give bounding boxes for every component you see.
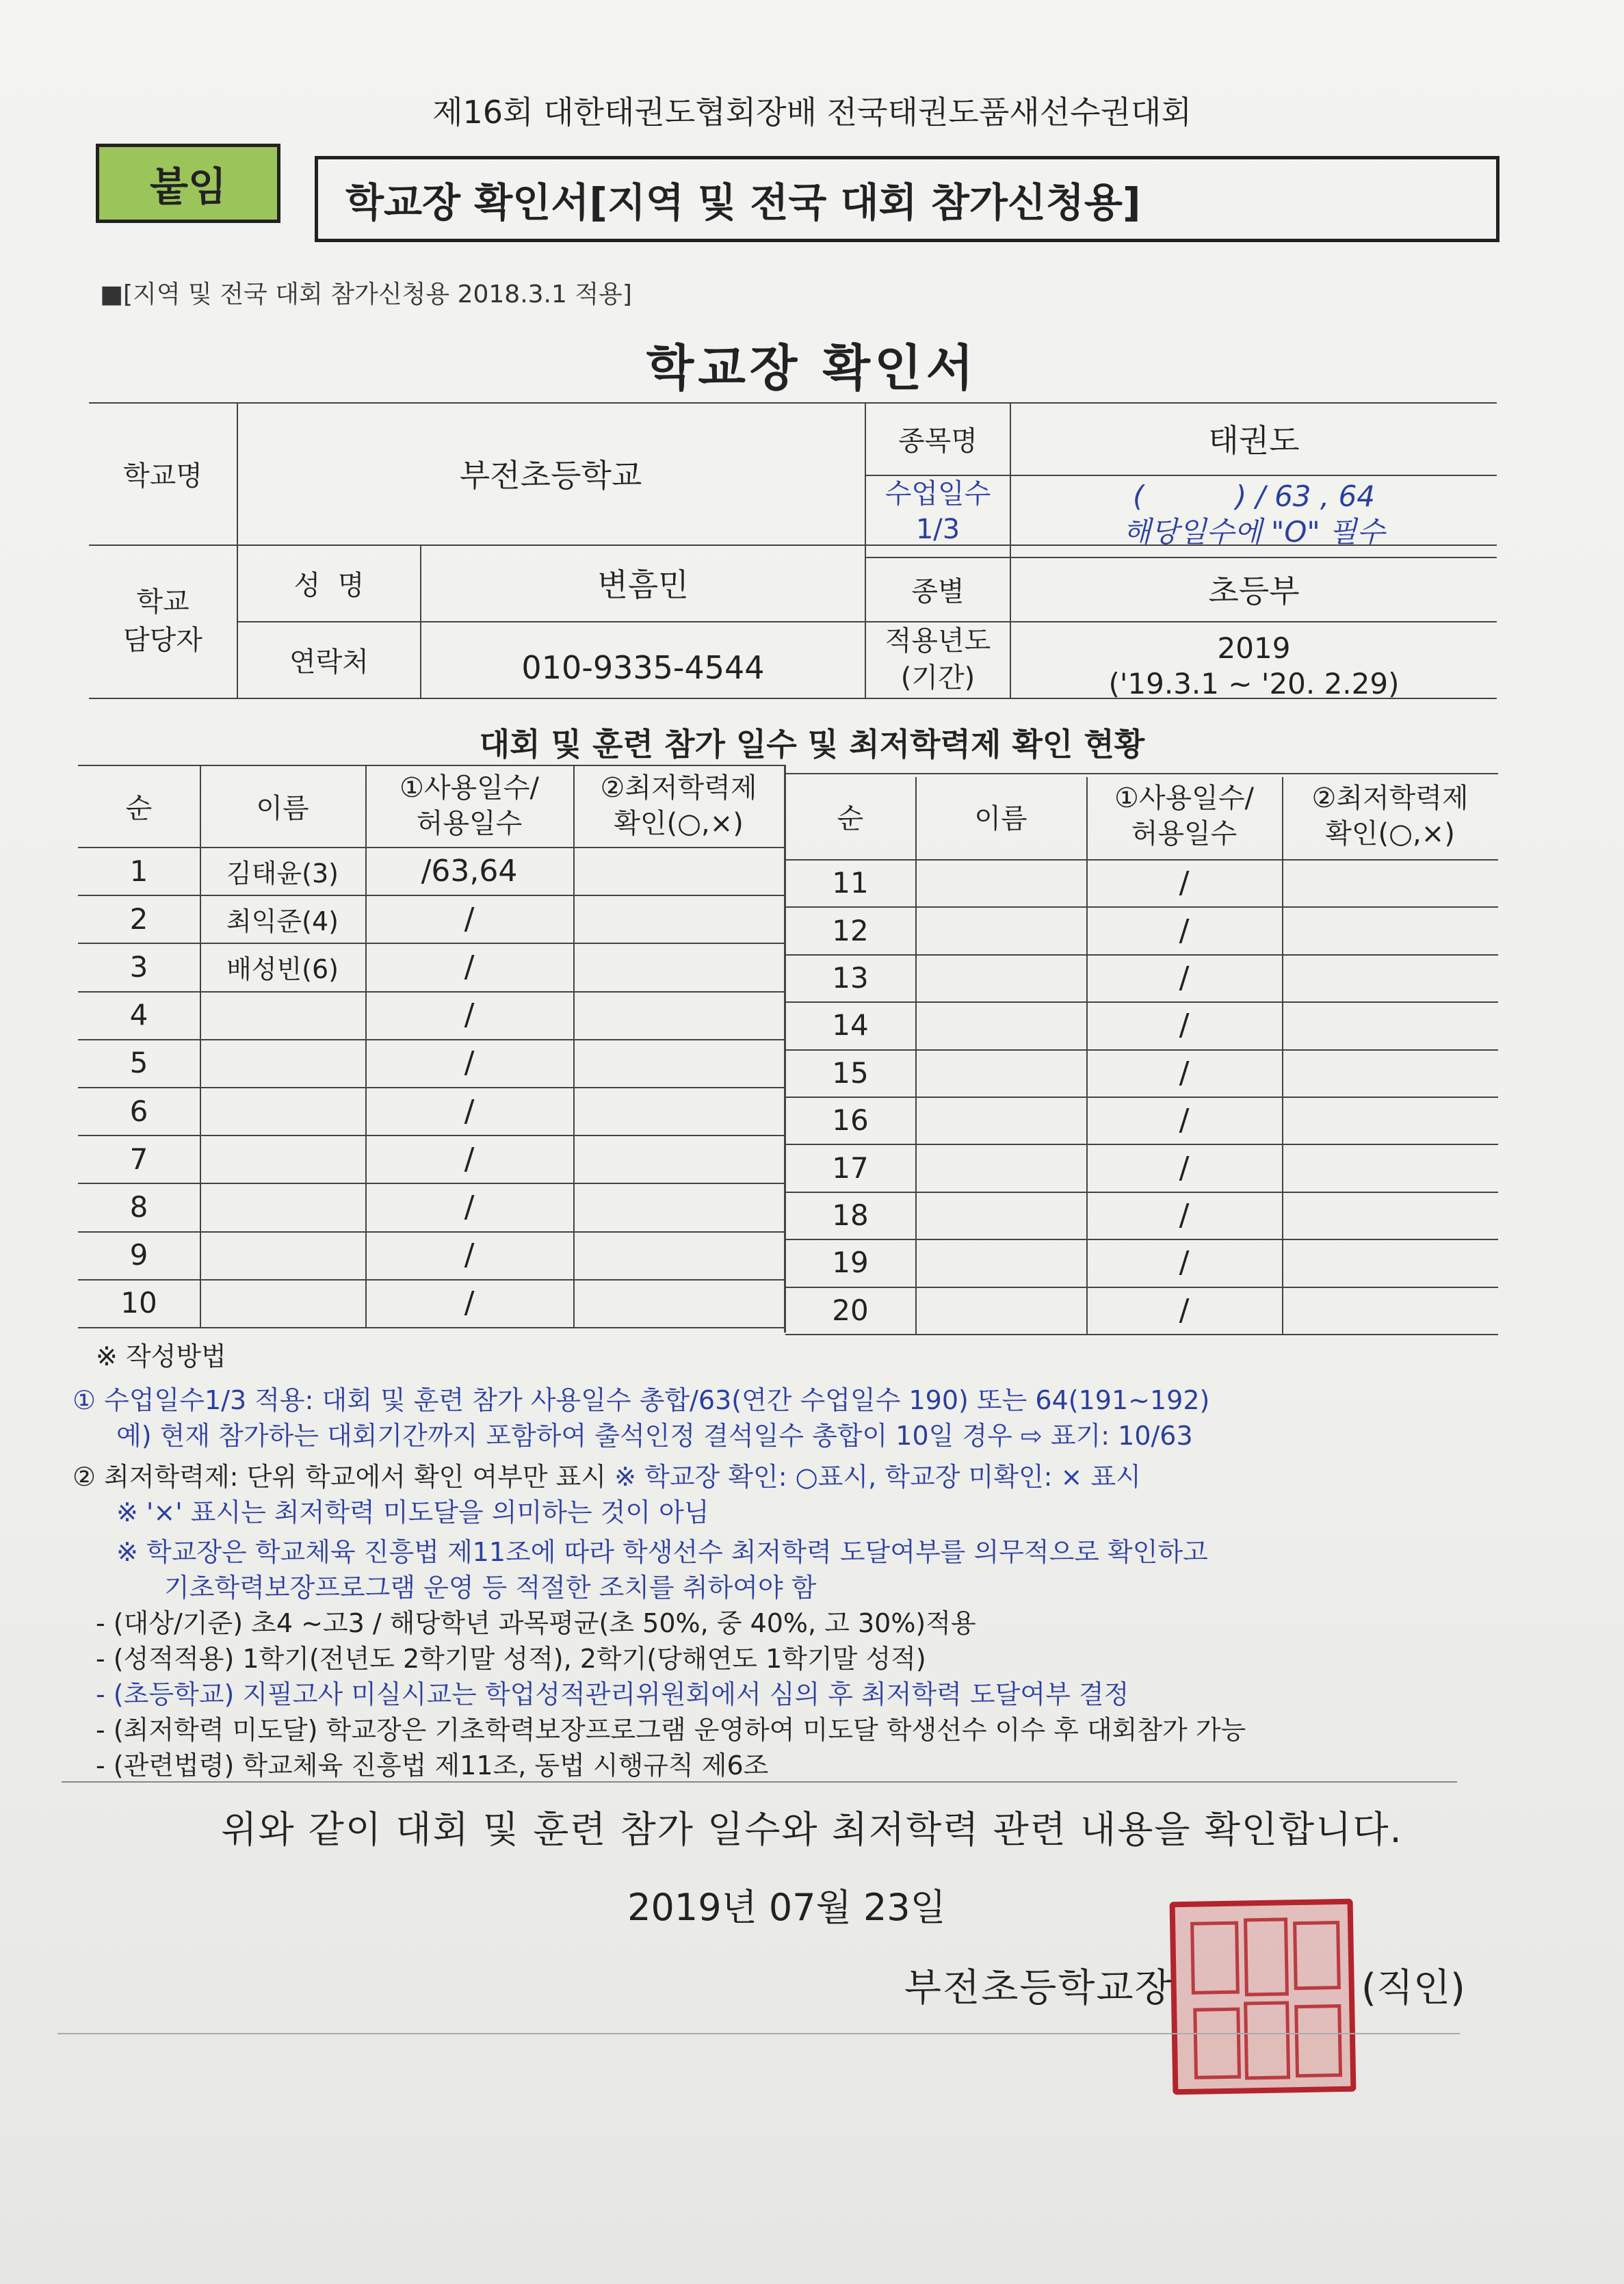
header-name-right: 이름 — [974, 802, 1027, 835]
category-value: 초등부 — [1208, 573, 1300, 609]
table-row-divider — [785, 1334, 1498, 1335]
row-name: 배성빈(6) — [226, 954, 339, 984]
manager-label: 학교 담당자 — [123, 586, 202, 656]
row-name — [915, 1144, 1086, 1191]
category-label: 종별 — [911, 575, 965, 607]
competition-title: 제16회 대한태권도협회장배 전국태권도품새선수권대회 — [432, 94, 1192, 131]
row-days: / — [1179, 1197, 1190, 1233]
row-days: / — [464, 1093, 475, 1129]
row-academic-check — [1282, 906, 1498, 954]
confirmation-statement: 위와 같이 대회 및 훈련 참가 일수와 최저학력 관련 내용을 확인합니다. — [221, 1808, 1403, 1851]
class-days-note: 해당일수에 "O" 필수 — [1123, 515, 1385, 549]
year-value-block — [1011, 631, 1497, 702]
sport-value: 태권도 — [1208, 422, 1300, 459]
row-number: 10 — [120, 1286, 157, 1320]
instruction-item1-line2: 예) 현재 참가하는 대회기간까지 포함하여 출석인정 결석일수 총합이 10일 경우 ⇨ 표기: 10/63 — [116, 1421, 1193, 1451]
year-label: 적용년도 (기간) — [885, 625, 991, 694]
row-days: / — [1179, 865, 1190, 901]
row-number: 7 — [129, 1142, 148, 1176]
row-days: / — [1179, 960, 1190, 995]
row-number: 15 — [832, 1055, 869, 1090]
year-period: ('19.3.1 ~ '20. 2.29) — [1108, 667, 1400, 700]
instruction-item2-marking: ※ 학교장 확인: ○표시, 학교장 미확인: × 표시 — [614, 1462, 1141, 1492]
instruction-dash5: - (관련법령) 학교체육 진흥법 제11조, 동법 시행규칙 제6조 — [96, 1750, 769, 1781]
row-number: 20 — [832, 1293, 869, 1327]
row-academic-check — [1282, 954, 1498, 1001]
row-number: 3 — [129, 949, 148, 984]
row-number: 18 — [832, 1198, 869, 1232]
row-number: 2 — [129, 902, 148, 936]
official-seal — [1170, 1899, 1357, 2095]
instruction-item2-text: ② 최저학력제: 단위 학교에서 확인 여부만 표시 — [73, 1462, 615, 1492]
class-days-value-block — [1011, 479, 1497, 550]
instruction-dash3: - (초등학교) 지필고사 미실시교는 학업성적관리위원회에서 심의 후 최저학력 도달여부 결정 — [96, 1679, 1129, 1709]
row-number: 1 — [129, 854, 148, 888]
school-label: 학교명 — [123, 460, 202, 492]
header-days-left: ①사용일수/ 허용일수 — [400, 772, 539, 839]
instructions-heading: ※ 작성방법 — [96, 1341, 226, 1371]
row-name: 김태윤(3) — [226, 858, 339, 889]
row-academic-check — [573, 895, 784, 943]
row-academic-check — [1282, 1192, 1498, 1239]
instruction-note2-line1: ※ 학교장은 학교체육 진흥법 제11조에 따라 학생선수 최저학력 도달여부를 의무적으로 확인하고 — [116, 1537, 1208, 1567]
name-value: 변흠민 — [597, 566, 689, 603]
row-academic-check — [573, 991, 784, 1039]
row-days: / — [464, 949, 475, 984]
form-box-title: 학교장 확인서[지역 및 전국 대회 참가신청용] — [315, 156, 1499, 242]
row-days: / — [464, 997, 475, 1033]
instruction-dash2: - (성적적용) 1학기(전년도 2학기말 성적), 2학기(당해연도 1학기말 성적) — [96, 1644, 926, 1674]
row-name — [915, 1049, 1086, 1097]
row-name — [915, 906, 1086, 954]
row-academic-check — [1282, 1239, 1498, 1286]
row-days: / — [1179, 1292, 1190, 1328]
row-number: 19 — [832, 1246, 869, 1280]
row-name — [200, 1231, 365, 1279]
row-name — [200, 1135, 365, 1183]
row-number: 14 — [832, 1008, 869, 1042]
row-name — [915, 1239, 1086, 1286]
row-number: 12 — [832, 913, 869, 947]
row-academic-check — [1282, 859, 1498, 906]
row-number: 4 — [129, 998, 148, 1032]
row-days: / — [1179, 1055, 1190, 1090]
row-days: / — [464, 1189, 475, 1224]
class-days-label — [866, 476, 1010, 547]
row-academic-check — [573, 1039, 784, 1087]
row-academic-check — [1282, 1287, 1498, 1334]
row-number: 11 — [832, 866, 869, 900]
row-number: 8 — [129, 1190, 148, 1224]
row-academic-check — [573, 1231, 784, 1279]
row-days: / — [1179, 1103, 1190, 1138]
row-days: /63,64 — [421, 853, 518, 889]
seal-mark: (직인) — [1361, 1966, 1465, 2010]
table-row-divider — [78, 1327, 784, 1328]
row-name — [915, 954, 1086, 1001]
class-days-label-line1: 수업일수 — [885, 478, 991, 510]
main-title: 학교장 확인서 — [646, 339, 978, 397]
row-academic-check — [573, 1135, 784, 1183]
row-academic-check — [1282, 1049, 1498, 1097]
row-name — [200, 1039, 365, 1087]
class-days-value: ( ) / 63 , 64 — [1132, 480, 1376, 513]
row-days: / — [464, 1141, 475, 1177]
row-academic-check — [573, 943, 784, 990]
row-number: 13 — [832, 960, 869, 995]
row-name — [200, 1279, 365, 1327]
instruction-item1-line1: ① 수업일수1/3 적용: 대회 및 훈련 참가 사용일수 총합/63(연간 수업일수 190) 또는 64(191~192) — [73, 1385, 1210, 1415]
row-name — [915, 1192, 1086, 1239]
row-days: / — [1179, 1008, 1190, 1043]
row-days: / — [1179, 1150, 1190, 1185]
row-days: / — [464, 1045, 475, 1081]
instruction-note1: ※ '×' 표시는 최저학력 미도달을 의미하는 것이 아님 — [116, 1497, 709, 1527]
signer-name: 부전초등학교장 — [904, 1966, 1173, 2010]
section-title: 대회 및 훈련 참가 일수 및 최저학력제 확인 현황 — [479, 726, 1145, 763]
contact-label: 연락처 — [289, 646, 369, 678]
row-days: / — [1179, 1245, 1190, 1281]
contact-value: 010-9335-4544 — [521, 649, 765, 686]
row-name — [915, 1287, 1086, 1334]
row-days: / — [464, 1285, 475, 1321]
row-number: 6 — [129, 1094, 148, 1128]
form-note: ■[지역 및 전국 대회 참가신청용 2018.3.1 적용] — [100, 280, 632, 309]
instruction-dash1: - (대상/기준) 초4 ~고3 / 해당학년 과목평균(초 50%, 중 40%, 고 30%)적용 — [96, 1608, 976, 1638]
row-academic-check — [1282, 1001, 1498, 1049]
row-name — [200, 991, 365, 1039]
row-name — [915, 1001, 1086, 1049]
row-name — [915, 1097, 1086, 1144]
row-days: / — [464, 1237, 475, 1273]
row-days: / — [1179, 913, 1190, 948]
confirmation-date: 2019년 07월 23일 — [627, 1886, 946, 1929]
row-name — [915, 859, 1086, 906]
row-academic-check — [573, 1279, 784, 1327]
instruction-note2-line2: 기초학력보장프로그램 운영 등 적절한 조치를 취하여야 함 — [164, 1573, 817, 1603]
header-academic-left: ②최저학력제 확인(○,×) — [600, 772, 757, 839]
row-academic-check — [1282, 1144, 1498, 1191]
row-name — [200, 1087, 365, 1135]
header-no-right: 순 — [837, 802, 864, 835]
row-name — [200, 1183, 365, 1231]
row-academic-check — [1282, 1097, 1498, 1144]
row-academic-check — [573, 1183, 784, 1231]
row-number: 9 — [129, 1238, 148, 1272]
school-value: 부전초등학교 — [459, 457, 642, 494]
row-number: 17 — [832, 1151, 869, 1185]
row-number: 16 — [832, 1103, 869, 1138]
class-days-label-line2: 1/3 — [915, 514, 960, 545]
row-academic-check — [573, 847, 784, 895]
instruction-item2 — [73, 1456, 1141, 1493]
header-no-left: 순 — [125, 792, 153, 824]
row-name: 최익준(4) — [226, 906, 339, 936]
instruction-dash4: - (최저학력 미도달) 학교장은 기초학력보장프로그램 운영하여 미도달 학생선수 이수 후 대회참가 가능 — [96, 1715, 1246, 1745]
row-number: 5 — [129, 1046, 148, 1080]
sport-label: 종목명 — [898, 425, 978, 457]
header-name-left: 이름 — [256, 792, 309, 824]
attachment-badge: 붙임 — [96, 144, 280, 223]
header-academic-right: ②최저학력제 확인(○,×) — [1311, 783, 1469, 850]
year-value: 2019 — [1217, 631, 1291, 665]
row-days: / — [464, 901, 475, 936]
header-days-right: ①사용일수/ 허용일수 — [1114, 783, 1254, 850]
row-academic-check — [573, 1087, 784, 1135]
name-label: 성 명 — [293, 569, 365, 601]
